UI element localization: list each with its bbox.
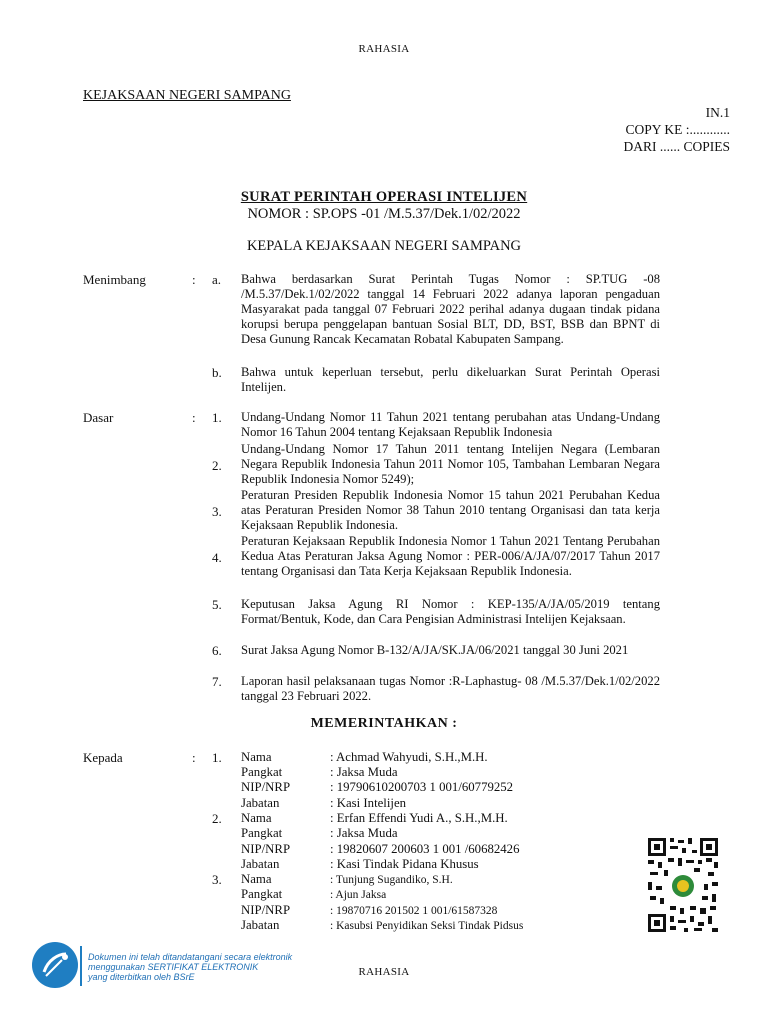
field-value: : Erfan Effendi Yudi A., S.H.,M.H. — [330, 811, 508, 825]
copy-ke: COPY KE :............ — [625, 122, 730, 137]
field-key: Jabatan — [241, 918, 280, 932]
menimbang-item-a: Bahwa berdasarkan Surat Perintah Tugas Nomor : SP.TUG -08 /M.5.37/Dek.1/02/2022 tanggal 14 Februari 2022 adanya laporan pengaduan Masyarakat pada tanggal 07 Februari 2022 perihal adanya dugaan tindak pidana korupsi berupa penggelapan bantuan Sosial BLT, DD, BST, BSB dan BPNT di Desa Gunung Rancak Kecamatan Robatal Kabupaten Sampang. — [241, 272, 660, 346]
field-key: Jabatan — [241, 796, 280, 810]
menimbang-item-b: Bahwa untuk keperluan tersebut, perlu dikeluarkan Surat Perintah Operasi Intelijen. — [241, 365, 660, 394]
field-key: Nama — [241, 811, 272, 825]
document-title — [0, 189, 768, 223]
dasar-marker-5: 5. — [212, 597, 222, 612]
field-key: NIP/NRP — [241, 903, 291, 917]
qr-code-icon — [646, 836, 720, 934]
dasar-marker-4: 4. — [212, 550, 222, 565]
field-value: : Jaksa Muda — [330, 765, 398, 779]
dasar-item-1: Undang-Undang Nomor 11 Tahun 2021 tentang perubahan atas Undang-Undang Nomor 16 Tahun 2004 tentang Kejaksaan Republik Indonesia — [241, 410, 660, 439]
field-key: NIP/NRP — [241, 842, 291, 856]
copies-count: DARI ...... COPIES — [623, 139, 730, 154]
dasar-item-5: Keputusan Jaksa Agung RI Nomor : KEP-135/A/JA/05/2019 tentang Format/Bentuk, Kode, dan Cara Pengisian Administrasi Intelijen Kejaksaan. — [241, 597, 660, 626]
dasar-label: Dasar — [83, 410, 114, 425]
field-value: : Jaksa Muda — [330, 826, 398, 840]
menimbang-marker-a: a. — [212, 272, 222, 287]
dasar-colon: : — [192, 410, 196, 425]
field-key: NIP/NRP — [241, 780, 291, 794]
menimbang-label: Menimbang — [83, 272, 146, 287]
field-value: : Kasi Intelijen — [330, 796, 407, 810]
office-name: KEJAKSAAN NEGERI SAMPANG — [83, 88, 291, 103]
menimbang-marker-b: b. — [212, 365, 222, 380]
menimbang-colon: : — [192, 272, 196, 287]
field-value: : 19820607 200603 1 001 /60682426 — [330, 842, 520, 856]
field-value: : Achmad Wahyudi, S.H.,M.H. — [330, 750, 488, 764]
field-value: : 19790610200703 1 001/60779252 — [330, 780, 514, 794]
person-marker: 3. — [212, 872, 222, 887]
form-code: IN.1 — [705, 105, 730, 120]
title-main: SURAT PERINTAH OPERASI INTELIJEN — [240, 189, 528, 205]
esign-line-2: menggunakan SERTIFIKAT ELEKTRONIK — [88, 962, 259, 972]
field-value: : Ajun Jaksa — [330, 889, 387, 901]
dasar-item-4: Peraturan Kejaksaan Republik Indonesia Nomor 1 Tahun 2021 Tentang Perubahan Kedua Atas Peraturan Jaksa Agung Nomor : PER-006/A/JA/07/2017 Tahun 2017 tentang Organisasi dan Tata Kerja Kejaksaan Republik Indonesia. — [241, 534, 660, 578]
field-key: Pangkat — [241, 826, 283, 840]
esign-line-1: Dokumen ini telah ditandatangani secara elektronik — [88, 952, 293, 962]
dasar-item-2: Undang-Undang Nomor 17 Tahun 2011 tentang Intelijen Negara (Lembaran Negara Republik Indonesia Tahun 2011 Nomor 105, Tambahan Lembaran Negara Republik Indonesia Nomor 5249); — [241, 442, 660, 486]
kepada-colon: : — [192, 750, 196, 765]
field-value: : Kasi Tindak Pidana Khusus — [330, 857, 479, 871]
field-key: Nama — [241, 872, 272, 886]
issuer: KEPALA KEJAKSAAN NEGERI SAMPANG — [246, 238, 522, 254]
order-heading: MEMERINTAHKAN : — [310, 716, 458, 731]
classification-footer: RAHASIA — [358, 966, 410, 978]
classification-header: RAHASIA — [358, 43, 410, 55]
kepada-label: Kepada — [83, 750, 123, 765]
field-key: Jabatan — [241, 857, 280, 871]
dasar-marker-2: 2. — [212, 458, 222, 473]
dasar-marker-7: 7. — [212, 674, 222, 689]
field-key: Nama — [241, 750, 272, 764]
field-value: : 19870716 201502 1 001/61587328 — [330, 905, 498, 917]
bsre-logo-icon — [32, 942, 78, 988]
person-marker: 2. — [212, 811, 222, 826]
dasar-item-7: Laporan hasil pelaksanaan tugas Nomor :R-Laphastug- 08 /M.5.37/Dek.1/02/2022 tanggal 23 Februari 2022. — [241, 674, 660, 703]
field-key: Pangkat — [241, 887, 283, 901]
dasar-marker-6: 6. — [212, 643, 222, 658]
field-value: : Kasubsi Penyidikan Seksi Tindak Pidsus — [330, 920, 524, 932]
dasar-item-3: Peraturan Presiden Republik Indonesia Nomor 15 tahun 2021 Perubahan Kedua atas Peraturan Presiden Nomor 38 Tahun 2010 tentang Organisasi dan tata kerja Kejaksaan Republik Indonesia. — [241, 488, 660, 532]
dasar-marker-3: 3. — [212, 504, 222, 519]
dasar-item-6: Surat Jaksa Agung Nomor B-132/A/JA/SK.JA/06/2021 tanggal 30 Juni 2021 — [241, 643, 629, 657]
dasar-marker-1: 1. — [212, 410, 222, 425]
person-marker: 1. — [212, 750, 222, 765]
field-value: : Tunjung Sugandiko, S.H. — [330, 874, 453, 886]
copy-block — [623, 104, 730, 155]
field-key: Pangkat — [241, 765, 283, 779]
title-number: NOMOR : SP.OPS -01 /M.5.37/Dek.1/02/2022 — [247, 206, 521, 222]
esign-line-3: yang diterbitkan oleh BSrE — [88, 972, 195, 982]
